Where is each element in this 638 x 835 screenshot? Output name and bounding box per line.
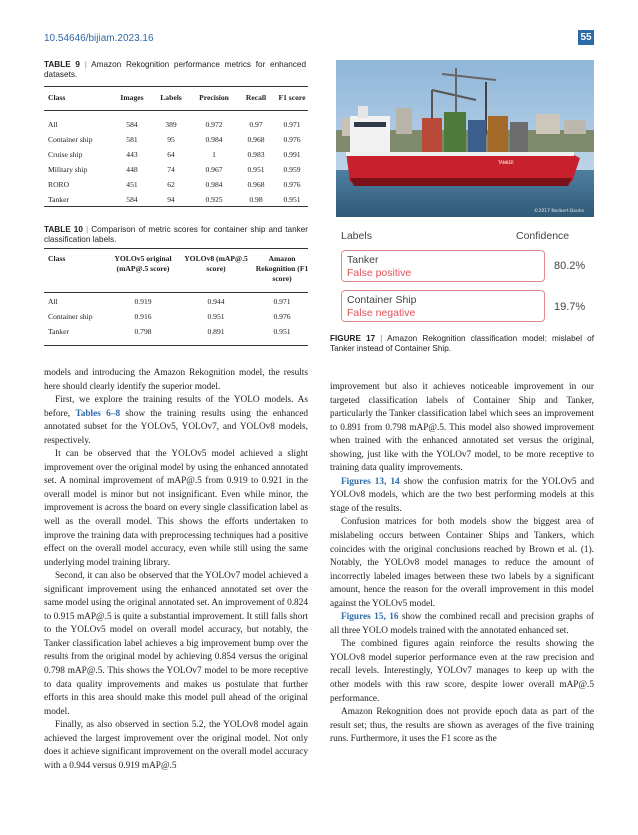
ship-hull-name: TANKER: [498, 160, 514, 165]
table9-caption: TABLE 9 | Amazon Rekognition performance metrics for enhanced datasets.: [44, 60, 307, 79]
table-cell: 0.972: [205, 120, 223, 129]
table-cell: 584: [126, 195, 138, 204]
paragraph: Second, it can also be observed that the YOLOv7 model achieved a significant improvement using the enhanced annotated set over the same model using the original annotated set. An improvement of 0.824 to 0.915 mAP@.5 is quite a substantial improvement. It still falls short to the YOLOv5 model on overall model accuracy, but notably, the Tanker classification label achieves a big improvement bump over the results from the original model by achieving 0.854 versus the original 0.798 mAP@.5. This shows the YOLOv7 model to be more receptive to data quality improvements and makes us postulate that further efforts in this area should make this model pull ahead of the original model.: [44, 571, 308, 717]
table10-mid-rule: [44, 292, 308, 293]
paragraph: Finally, as also observed in section 5.2, the YOLOv8 model again achieved the largest improvement over the original model. Not only does it achieve significant improvement on the overall model accuracy with a 0.944 versus 0.919 mAP@.5: [44, 720, 308, 771]
table-cell: 0.951: [273, 327, 291, 336]
labels-header: Labels: [341, 230, 372, 242]
table-cell: 0.976: [283, 180, 301, 189]
label-box-container-ship: [341, 290, 545, 322]
table10-col-yolov5: YOLOv5 original (mAP@.5 score): [114, 254, 172, 273]
table-cell: Container ship: [48, 312, 93, 321]
table-cell: 0.971: [283, 120, 301, 129]
table9-col-class: Class: [48, 93, 66, 102]
label-name: Container Ship: [347, 294, 417, 306]
table-cell: 0.919: [134, 297, 152, 306]
paragraph: Figures 15, 16 show the combined recall and precision graphs of all three YOLO models trained with the annotated enhanced set.: [330, 612, 594, 636]
table9-bottom-rule: [44, 206, 308, 207]
table-cell: 94: [167, 195, 175, 204]
table10-header-row: [48, 254, 310, 294]
table9-col-images: Images: [120, 93, 144, 102]
table-cell: RORO: [48, 180, 70, 189]
table10-top-rule: [44, 248, 308, 249]
table-cell: 0.984: [205, 135, 223, 144]
table9-mid-rule: [44, 110, 308, 111]
table-row: [48, 117, 310, 132]
table-cell: 581: [126, 135, 138, 144]
table10-caption-text: Comparison of metric scores for container ship and tanker classification labels.: [44, 225, 308, 244]
photo-credit: ©2017 Norbert Bauhs: [534, 209, 584, 214]
table-cell: 0.944: [207, 297, 225, 306]
paragraph: Amazon Rekognition does not provide epoch data as part of the result set; thus, the results are shown as averages of the five training runs. Furthermore, it uses the F1 score as the: [330, 707, 594, 745]
table-cell: 584: [126, 120, 138, 129]
table-cell: 0.967: [205, 165, 223, 174]
table-cell: 0.959: [283, 165, 301, 174]
table-cell: 0.951: [283, 195, 301, 204]
table-cell: Military ship: [48, 165, 88, 174]
table9-label: TABLE 9: [44, 60, 80, 69]
table-cell: 74: [167, 165, 175, 174]
table-cell: 0.798: [134, 327, 152, 336]
table-cell: 0.925: [205, 195, 223, 204]
tables-6-8-link[interactable]: Tables 6–8: [75, 408, 121, 419]
table-cell: 443: [126, 150, 138, 159]
table-cell: 0.976: [283, 135, 301, 144]
table-row: [48, 177, 310, 192]
table10-col-amazon: Amazon Rekognition (F1 score): [255, 254, 309, 283]
confidence-value: 19.7%: [554, 301, 586, 313]
label-name: Tanker: [347, 254, 379, 266]
table-cell: 451: [126, 180, 138, 189]
table9-col-f1: F1 score: [278, 93, 306, 102]
table-cell: 62: [167, 180, 175, 189]
table-cell: Cruise ship: [48, 150, 83, 159]
table-row: [48, 324, 310, 339]
table9-col-recall: Recall: [245, 93, 267, 102]
table-row: [48, 309, 310, 324]
table-cell: 0.968: [247, 135, 265, 144]
figure17-caption: FIGURE 17 | Amazon Rekognition classification model: mislabel of Tanker instead of Container Ship.: [330, 334, 594, 353]
doi-link[interactable]: 10.54646/bijiam.2023.16: [44, 33, 154, 44]
figure17-labels-panel: [336, 228, 594, 328]
paragraph: Figures 13, 14 show the confusion matrix for the YOLOv5 and YOLOv8 models, which are the two best performing models at this stage of the results.: [330, 476, 594, 514]
table-row: [48, 162, 310, 177]
paragraph: Confusion matrices for both models show the biggest area of mislabeling occurs between Container Ships and Tankers, which coincides with the original conclusions reached by Brown et al. (1). Notably, the YOLOv8 model manages to reduce the amount of incorrectly labeled images between these two labels by a significant amount, hence the reason for the overall improvement in this model against the YOLOv5 model.: [330, 517, 594, 609]
left-column: [44, 367, 308, 773]
table-cell: 0.97: [249, 120, 263, 129]
right-column: [330, 381, 594, 747]
label-status: False positive: [347, 267, 412, 279]
figures-13-14-link[interactable]: Figures 13, 14: [341, 476, 400, 487]
confidence-header: Confidence: [516, 230, 570, 242]
paragraph: First, we explore the training results of the YOLO models. As before, Tables 6–8 show the training results using the enhanced annotated subset for the YOLOv5, YOLOv7, and YOLOv8 models, respectively.: [44, 395, 309, 446]
table10-label: TABLE 10: [44, 225, 83, 234]
label-status: False negative: [347, 307, 416, 319]
page-number: 55: [578, 30, 594, 45]
table10-caption: TABLE 10 | Comparison of metric scores for container ship and tanker classification labels.: [44, 225, 308, 244]
table-row: [48, 294, 310, 309]
table10-bottom-rule: [44, 345, 308, 346]
table-cell: Tanker: [48, 327, 69, 336]
table-cell: Container ship: [48, 135, 93, 144]
paragraph: models and introducing the Amazon Rekognition model, the results here should clearly identify the superior model.: [44, 368, 308, 392]
table10-col-yolov8: YOLOv8 (mAP@.5 score): [184, 254, 248, 273]
table-cell: 0.976: [273, 312, 291, 321]
table-cell: 0.951: [247, 165, 265, 174]
table-cell: 0.891: [207, 327, 225, 336]
confidence-value: 80.2%: [554, 260, 586, 272]
table-cell: 0.971: [273, 297, 291, 306]
table-row: [48, 132, 310, 147]
paragraph: The combined figures again reinforce the results showing the YOLOv8 model superior performance even at the raw precision and recall levels. Interestingly, YOLOv7 manages to keep up with the other models with this raw score, despite lower overall mAP@.5 performance.: [330, 639, 594, 704]
table-cell: 0.98: [249, 195, 263, 204]
table-cell: 389: [165, 120, 177, 129]
table-cell: 64: [167, 150, 175, 159]
table-cell: All: [48, 120, 58, 129]
table-cell: Tanker: [48, 195, 69, 204]
table10-col-class: Class: [48, 254, 66, 263]
table9-top-rule: [44, 86, 308, 87]
table-cell: 448: [126, 165, 138, 174]
table10: [48, 254, 310, 339]
table-cell: 1: [212, 150, 216, 159]
table-row: [48, 192, 310, 207]
label-box-tanker: [341, 250, 545, 282]
table-cell: All: [48, 297, 58, 306]
figure17-caption-text: Amazon Rekognition classification model: mislabel of Tanker instead of Container Ship.: [330, 334, 594, 353]
figures-15-16-link[interactable]: Figures 15, 16: [341, 612, 399, 623]
table-cell: 0.991: [283, 150, 301, 159]
figure17-ship-photo: [336, 60, 594, 217]
table9-header-row: [48, 93, 310, 117]
table-cell: 0.983: [247, 150, 265, 159]
table-cell: 0.951: [207, 312, 225, 321]
figure17-label: FIGURE 17: [330, 334, 376, 343]
table9-caption-text: Amazon Rekognition performance metrics for enhanced datasets.: [44, 60, 307, 79]
table-cell: 0.984: [205, 180, 223, 189]
table-cell: 95: [167, 135, 175, 144]
table9-col-labels: Labels: [160, 93, 182, 102]
table-cell: 0.916: [134, 312, 152, 321]
table-cell: 0.968: [247, 180, 265, 189]
table-row: [48, 147, 310, 162]
paragraph: It can be observed that the YOLOv5 model achieved a slight improvement over the original model by using the enhanced annotated set. A nominal improvement of mAP@.5 from 0.919 to 0.921 in the overall model is minor but not insignificant. Even while minor, the improvement is across the board on every single classification label as well as the overall model. This shows the efforts undertaken to improve the training data with preprocessing techniques had a positive effect on the overall model accuracy, even while still using the same underlying model training library.: [44, 449, 308, 568]
paragraph: improvement but also it achieves noticeable improvement in our targeted classification labels of Container Ship and Tanker, particularly the Tanker classification label which sees an improvement to 0.891 from 0.798 mAP@.5. This model also showed improvement when trained with the enhanced annotated set versus the original, showing, just like with the YOLOv7 model, to be more receptive to training data quality improvements.: [330, 382, 594, 474]
table9-col-precision: Precision: [199, 93, 229, 102]
